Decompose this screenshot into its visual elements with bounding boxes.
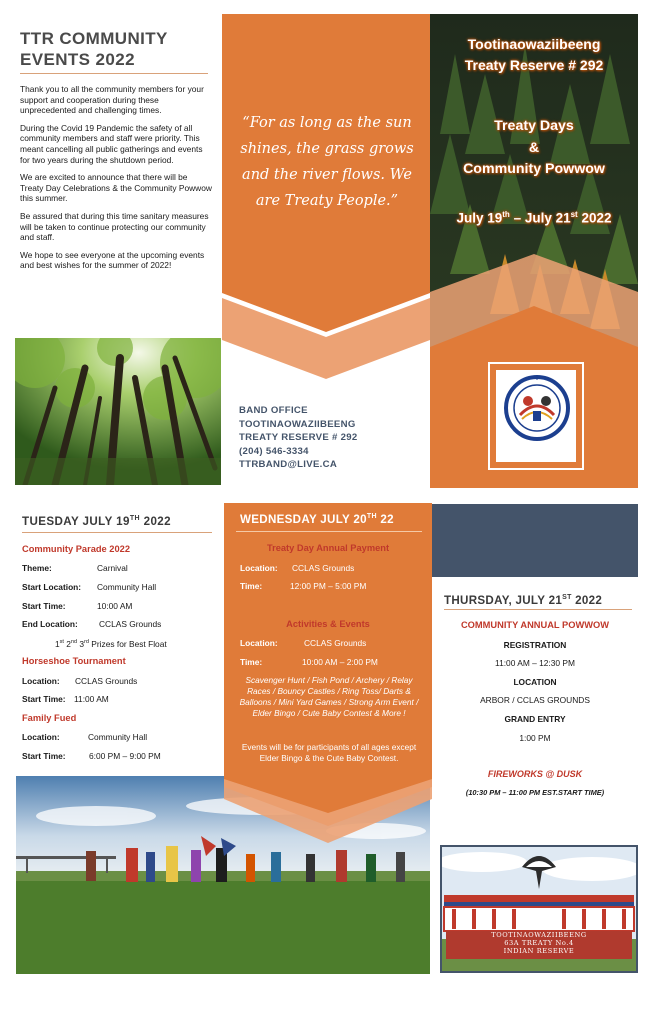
cover-event-line: Treaty Days [494,118,574,134]
community-seal-logo [504,375,570,441]
date-end-suffix: st [570,210,578,219]
treaty-payment-location-label: Location: [240,563,278,573]
tuesday-heading [22,515,217,528]
prize-third: 3 [77,638,85,649]
intro-text [20,84,212,278]
band-office-email[interactable]: TTRBAND@LIVE.CA [239,459,338,471]
parade-start-location-label: Start Location: [22,582,82,592]
location-label: LOCATION [513,677,557,687]
parade-start-time-row [22,601,132,611]
activities-location-label: Location: [240,638,278,648]
parade-end-location: CCLAS Grounds [99,619,162,629]
horseshoe-title: Horseshoe Tournament [22,656,126,666]
treaty-quote: “For as long as the sun shines, the grass grows and the river flows. We are Treaty People.” [240,115,414,209]
band-office-name: TOOTINAOWAZIIBEENG [239,418,356,430]
prize-text: Prizes for Best Float [88,638,167,649]
fireworks-time: (10:30 PM – 11:00 PM EST.START TIME) [465,788,605,797]
feud-time-label: Start Time: [22,751,66,761]
wednesday-heading-text: WEDNESDAY JULY 20 [240,513,367,526]
powwow-location: ARBOR / CCLAS GROUNDS [480,695,590,705]
feud-time-row [22,751,161,761]
parade-title: Community Parade 2022 [22,544,130,554]
cover-reserve-name [432,34,636,76]
parade-start-time-label: Start Time: [22,601,66,611]
intro-paragraph: Be assured that during this time sanitary measures will be taken to continue protecting our community and staff. [20,210,209,243]
activities-location-row [240,638,366,648]
activities-time-row [240,657,378,667]
parade-prizes [55,637,167,649]
intro-paragraph: We hope to see everyone at the upcoming events and best wishes for the summer of 2022! [20,249,205,271]
registration-time: 11:00 AM – 12:30 PM [495,658,575,668]
treaty-payment-title: Treaty Day Annual Payment [266,543,390,553]
date-start-suffix: th [502,210,510,219]
powwow-title: COMMUNITY ANNUAL POWWOW [460,620,610,630]
wednesday-panel [224,503,432,843]
intro-paragraph: During the Covid 19 Pandemic the safety of all community members and staff were priority. This meant cancelling all public gatherings and events for two years during the shutdown period. [20,122,203,165]
thursday-color-block [432,504,638,577]
tuesday-heading-text: TUESDAY JULY 19 [22,515,130,528]
parade-theme-label: Theme: [22,563,52,573]
feud-location-label: Location: [22,732,60,742]
wednesday-heading [224,513,432,526]
parade-end-location-row [22,619,161,629]
band-office-contact [239,404,419,472]
cover-dates [432,210,636,226]
activities-location: CCLAS Grounds [304,638,367,648]
cover-event-line: & [528,139,540,156]
feud-location-row [22,732,147,742]
feud-title: Family Fued [22,713,77,723]
activities-note: Events will be for participants of all ages except Elder Bingo & the Cute Baby Contest. [241,742,417,763]
intro-paragraph: Thank you to all the community members for your support and cooperation during these unprecedented and challenging times. [20,84,204,116]
parade-end-location-label: End Location: [22,619,78,629]
sign-line: INDIAN RESERVE [503,947,575,956]
sign-lettering [444,931,634,956]
wednesday-heading-year: 22 [376,513,394,526]
horseshoe-time-label: Start Time: [22,694,66,704]
wednesday-divider [236,531,422,532]
date-end: July 21 [524,210,571,226]
activities-time: 10:00 AM – 2:00 PM [302,657,378,667]
prize-third-suffix: rd [84,639,89,645]
feud-time: 6:00 PM – 9:00 PM [89,751,161,761]
tuesday-heading-suffix: TH [129,515,140,523]
intro-paragraph: We are excited to announce that there will be Treaty Day Celebrations & the Community Powwow this summer. [20,172,212,204]
horseshoe-time: 11:00 AM [74,694,109,704]
band-office-reserve: TREATY RESERVE # 292 [239,432,358,444]
activities-list: Scavenger Hunt / Fish Pond / Archery / Relay Races / Bouncy Castles / Ring Toss/ Darts & Balloons / Mini Yard Games / Strong Arm Event / Elder Bingo / Cute Baby Contest & More ! [239,675,419,718]
cover-name-line: Treaty Reserve # 292 [464,57,604,73]
date-dash: – [509,210,525,226]
sign-line: 63A TREATY No.4 [504,939,574,948]
parade-start-time: 10:00 AM [97,601,133,611]
activities-title: Activities & Events [286,619,370,629]
parade-theme-row [22,563,128,573]
treaty-payment-location: CCLAS Grounds [292,563,355,573]
prize-first-suffix: st [59,639,64,645]
forest-photo [15,338,221,485]
prize-first: 1 [55,638,60,649]
parade-start-location: Community Hall [97,582,157,592]
registration-label: REGISTRATION [503,640,567,650]
thursday-divider [444,609,632,610]
date-year: 2022 [577,210,612,226]
thursday-heading [444,594,634,607]
band-office-phone[interactable]: (204) 546-3334 [239,445,309,457]
treaty-payment-location-row [240,563,354,573]
thursday-heading-text: THURSDAY, JULY 21 [444,594,563,607]
activities-time-label: Time: [240,657,263,667]
band-office-label: BAND OFFICE [239,405,308,416]
cover-event-line: Community Powwow [463,161,605,177]
treaty-payment-time-row [240,581,366,591]
cover-event-title [432,116,636,181]
grand-entry-time: 1:00 PM [519,733,551,743]
thursday-heading-year: 2022 [571,594,603,607]
fireworks-title: FIREWORKS @ DUSK [487,769,583,779]
sign-line: TOOTINAOWAZIIBEENG [491,931,587,939]
horseshoe-location-row [22,676,137,686]
feud-location: Community Hall [88,732,148,742]
parade-theme: Carnival [97,563,128,573]
cover-name-line: Tootinaowaziibeeng [467,36,601,52]
parade-start-location-row [22,582,156,592]
wednesday-heading-suffix: TH [366,513,377,521]
treaty-payment-time: 12:00 PM – 5:00 PM [290,581,367,591]
date-start: July 19 [456,210,503,226]
horseshoe-location-label: Location: [22,676,60,686]
treaty-payment-time-label: Time: [240,581,263,591]
prize-second: 2 [63,638,71,649]
page-title: TTR COMMUNITY EVENTS 2022 [20,29,168,69]
horseshoe-time-row [22,694,109,704]
title-divider [20,73,208,74]
grand-entry-label: GRAND ENTRY [504,714,566,724]
tuesday-heading-year: 2022 [139,515,171,528]
tuesday-divider [22,532,212,533]
thursday-heading-suffix: ST [562,594,572,602]
horseshoe-location: CCLAS Grounds [75,676,138,686]
prize-second-suffix: nd [70,639,78,645]
